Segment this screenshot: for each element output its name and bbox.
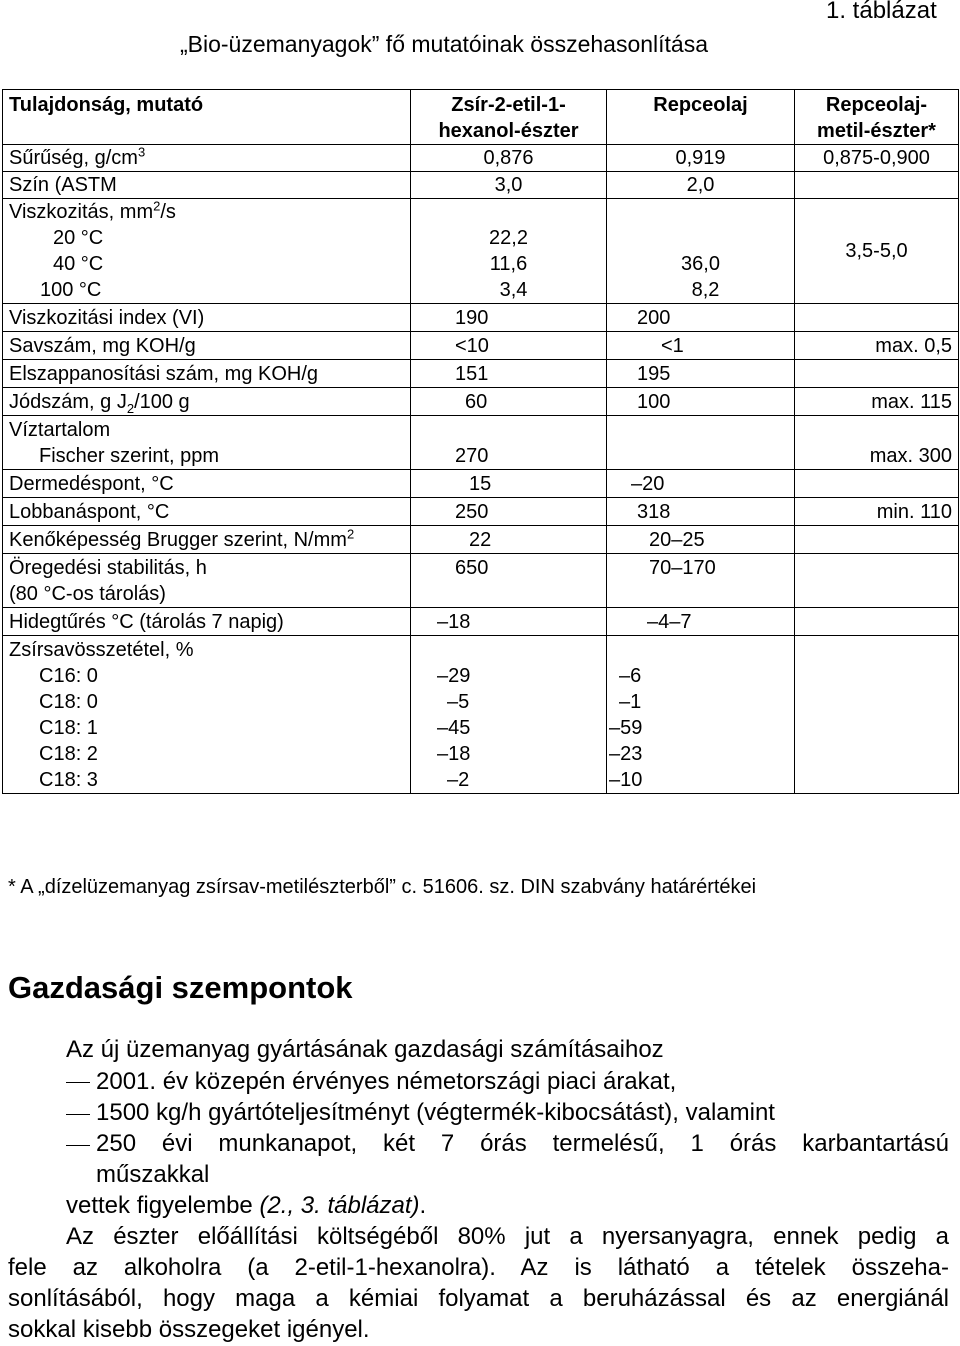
row-label: Zsírsavösszetétel, % C16: 0 C18: 0 C18: 1 C18: 2 C18: 3 <box>3 636 411 794</box>
row-label: Dermedéspont, °C <box>3 470 411 498</box>
cell-value: 15 <box>411 470 607 498</box>
cell-value: 200 <box>607 304 795 332</box>
paragraph-line: Az észter előállítási költségéből 80% jut a nyersanyagra, ennek pedig a <box>66 1223 949 1250</box>
cell-value <box>795 304 959 332</box>
cell-value: –6 –1 –59 –23 –10 <box>607 636 795 794</box>
row-label: Jódszám, g $J_2/100$ g <box>3 388 411 416</box>
section-heading: Gazdasági szempontok <box>8 970 353 1005</box>
table-header-row <box>3 90 959 145</box>
cell-value: 60 <box>411 388 607 416</box>
cell-value: 0,919 <box>607 145 795 172</box>
bullet-item-continuation: műszakkal <box>96 1161 210 1188</box>
cell-value: 2,0 <box>607 172 795 199</box>
cell-value: max. 115 <box>795 388 959 416</box>
cell-value: –4–7 <box>607 608 795 636</box>
cell-value: 22,2 11,6 3,4 <box>411 199 607 304</box>
table-row-density <box>3 145 959 172</box>
cell-value: 151 <box>411 360 607 388</box>
cell-value <box>795 636 959 794</box>
row-label: Viszkozitási index (VI) <box>3 304 411 332</box>
paragraph-line: fele az alkoholra (a 2-etil-1-hexanolra). Az is látható a tételek összeha- <box>8 1254 949 1281</box>
table-row-color <box>3 172 959 199</box>
cell-value: 0,875-0,900 <box>795 145 959 172</box>
row-label: Kenőképesség Brugger szerint, $N/mm^2$ <box>3 526 411 554</box>
table-row-water <box>3 416 959 470</box>
table-row-pour-point <box>3 470 959 498</box>
cell-value: max. 0,5 <box>795 332 959 360</box>
row-label: Szín (ASTM <box>3 172 411 199</box>
table-row-aging <box>3 554 959 608</box>
table-row-acid <box>3 332 959 360</box>
table-row-flash-point <box>3 498 959 526</box>
row-label: Sűrűség, $g/cm^3$ <box>3 145 411 172</box>
cell-value: 36,0 8,2 <box>607 199 795 304</box>
table-row-iodine <box>3 388 959 416</box>
cell-value: 3,5-5,0 <box>795 199 959 304</box>
cell-value: –18 <box>411 608 607 636</box>
cell-value <box>795 608 959 636</box>
cell-value: max. 300 <box>795 416 959 470</box>
table-number: 1. táblázat <box>826 0 937 24</box>
cell-value: 100 <box>607 388 795 416</box>
cell-value: 190 <box>411 304 607 332</box>
cell-value <box>607 416 795 470</box>
header-ester: Zsír-2-etil-1- hexanol-észter <box>411 90 607 145</box>
paragraph-line: sonlításából, hogy maga a kémiai folyamat a beruházással és az energiánál <box>8 1285 949 1312</box>
cell-value <box>795 360 959 388</box>
cell-value: 318 <box>607 498 795 526</box>
bullet-dash <box>66 1082 90 1083</box>
row-label: Savszám, mg KOH/g <box>3 332 411 360</box>
intro-line: Az új üzemanyag gyártásának gazdasági számításaihoz <box>66 1036 664 1063</box>
table-title: „Bio-üzemanyagok” fő mutatóinak összehasonlítása <box>180 31 709 57</box>
cell-value: <1 <box>607 332 795 360</box>
cell-value: 22 <box>411 526 607 554</box>
cell-value <box>795 526 959 554</box>
cell-value: 195 <box>607 360 795 388</box>
paragraph-line: sokkal kisebb összegeket igényel. <box>8 1316 370 1343</box>
cell-value <box>795 172 959 199</box>
row-label: Lobbanáspont, °C <box>3 498 411 526</box>
table-row-fatty-acids <box>3 636 959 794</box>
comparison-table <box>2 89 959 794</box>
table-row-viscosity <box>3 199 959 304</box>
cell-value: 650 <box>411 554 607 608</box>
bullet-dash <box>66 1114 90 1115</box>
row-label: Víztartalom Fischer szerint, ppm <box>3 416 411 470</box>
bullet-item: 2001. év közepén érvényes németországi piaci árakat, <box>96 1068 677 1095</box>
cell-value: –29 –5 –45 –18 –2 <box>411 636 607 794</box>
cell-value: min. 110 <box>795 498 959 526</box>
cell-value <box>795 470 959 498</box>
cell-value: 70–170 <box>607 554 795 608</box>
cell-value: 250 <box>411 498 607 526</box>
row-label: Hidegtűrés °C (tárolás 7 napig) <box>3 608 411 636</box>
cell-value: 20–25 <box>607 526 795 554</box>
cell-value: 0,876 <box>411 145 607 172</box>
cell-value <box>795 554 959 608</box>
after-bullets-line: vettek figyelembe (2., 3. táblázat). <box>66 1192 427 1219</box>
table-footnote: * A „dízelüzemanyag zsírsav-metilészterből” c. 51606. sz. DIN szabvány határértékei <box>8 876 757 898</box>
table-row-saponification <box>3 360 959 388</box>
cell-value: 3,0 <box>411 172 607 199</box>
cell-value: 270 <box>411 416 607 470</box>
header-property: Tulajdonság, mutató <box>3 90 411 145</box>
table-row-vi <box>3 304 959 332</box>
bullet-item: 1500 kg/h gyártóteljesítményt (végtermék-kibocsátást), valamint <box>96 1099 775 1126</box>
row-label: Öregedési stabilitás, h (80 °C-os tárolás) <box>3 554 411 608</box>
cell-value: <10 <box>411 332 607 360</box>
header-rapeseed-oil: Repceolaj <box>607 90 795 145</box>
bullet-dash <box>66 1145 90 1146</box>
table-reference: (2., 3. táblázat) <box>259 1192 420 1219</box>
table-row-cold <box>3 608 959 636</box>
bullet-item: 250 évi munkanapot, két 7 órás termelésű, 1 órás karbantartású <box>96 1130 949 1157</box>
header-rme: Repceolaj- metil-észter* <box>795 90 959 145</box>
table-row-lubricity <box>3 526 959 554</box>
cell-value: –20 <box>607 470 795 498</box>
row-label: Viszkozitás, $mm^2/s$ 20 °C 40 °C 100 °C <box>3 199 411 304</box>
row-label: Elszappanosítási szám, mg KOH/g <box>3 360 411 388</box>
